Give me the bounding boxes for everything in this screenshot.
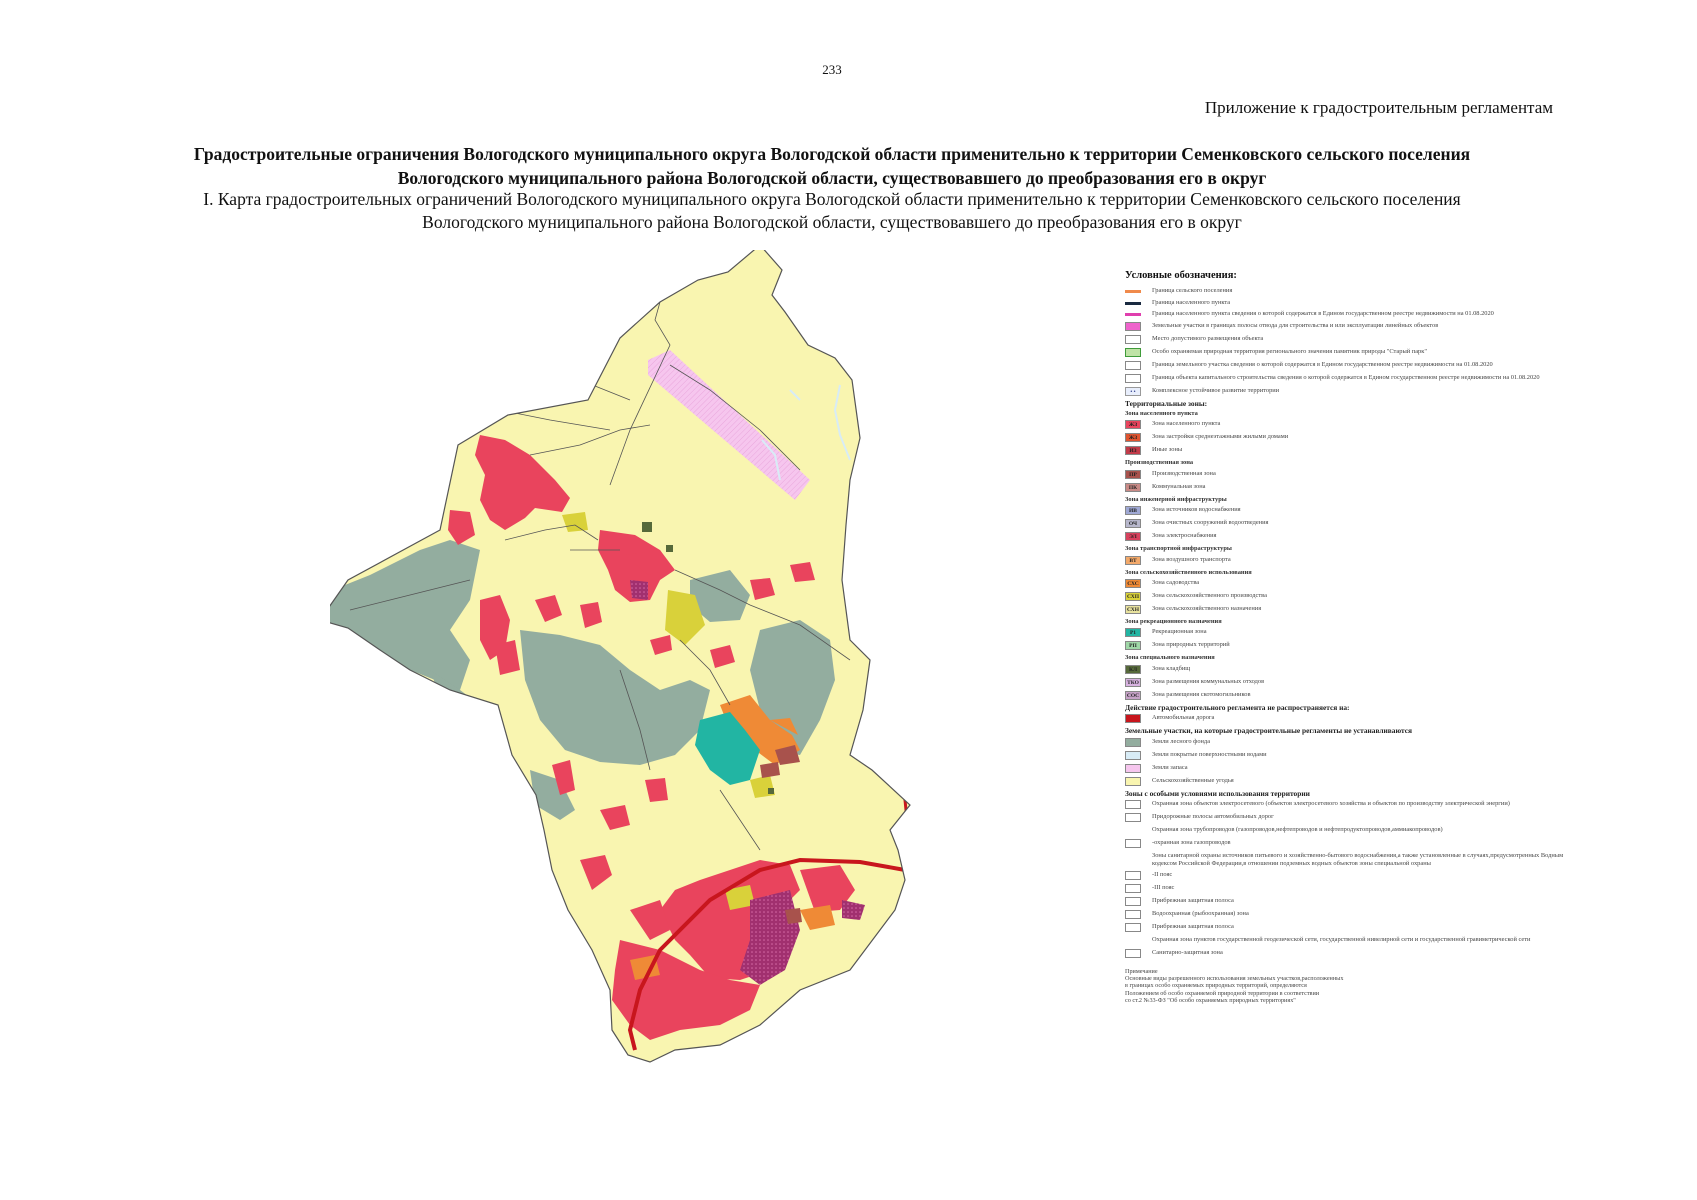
legend-swatch (1125, 302, 1141, 305)
legend-item (1125, 910, 1575, 919)
map-legend (1125, 272, 1575, 1004)
legend-swatch (1125, 800, 1141, 809)
map-subtitle (60, 188, 1604, 234)
legend-swatch (1125, 936, 1141, 945)
legend-swatch (1125, 839, 1141, 848)
legend-item-label: Комплексное устойчивое развитие территории (1152, 386, 1280, 394)
legend-swatch: Р1 (1125, 628, 1141, 637)
legend-item-label: Производственная зона (1152, 469, 1216, 477)
legend-item (1125, 322, 1575, 331)
legend-item (1125, 852, 1575, 867)
legend-item-label: Граница объекта капитального строительства сведения о которой содержатся в Едином государственном реестре недвижимости на 01.08.2020 (1152, 373, 1540, 381)
legend-swatch (1125, 884, 1141, 893)
legend-zones (1125, 410, 1575, 700)
legend-item-label: Зона застройки среднеэтажными жилыми домами (1152, 433, 1289, 441)
legend-item-label: Зона размещения скотомогильников (1152, 690, 1251, 698)
legend-note-line: в границах особо охраняемых природных территорий, определяются (1125, 982, 1307, 990)
legend-swatch (1125, 764, 1141, 773)
legend-swatch (1125, 738, 1141, 747)
legend-note-line: со ст.2 №33-ФЗ "Об особо охраняемых природных территориях" (1125, 996, 1296, 1004)
legend-swatch: ЭЛ (1125, 532, 1141, 541)
legend-item (1125, 579, 1575, 588)
legend-no-regulation-title: Действие градостроительного регламента не распространяется на: (1125, 702, 1350, 712)
legend-swatch (1125, 361, 1141, 370)
legend-item-label: Место допустимого размещения объекта (1152, 334, 1264, 342)
legend-item-label: Зона воздушного транспорта (1152, 555, 1231, 563)
legend-group-title: Производственная зона (1125, 459, 1194, 467)
legend-item (1125, 592, 1575, 601)
legend-item (1125, 483, 1575, 492)
legend-swatch (1125, 374, 1141, 383)
legend-item (1125, 884, 1575, 893)
legend-item-label: Сельскохозяйственные угодья (1152, 776, 1234, 784)
map-title-line-1: Градостроительные ограничения Вологодского муниципального округа Вологодской области применительно к территории Семенковского сельского поселения (193, 144, 1471, 164)
legend-item (1125, 641, 1575, 650)
legend-item-label: Зона очистных сооружений водоотведения (1152, 519, 1269, 527)
legend-swatch (1125, 322, 1141, 331)
legend-item-label: Зона природных территорий (1152, 641, 1230, 649)
legend-item-label: -II пояс (1152, 870, 1173, 878)
legend-swatch (1125, 813, 1141, 822)
map-title-line-2: Вологодского муниципального района Вологодской области, существовавшего до преобразования его в округ (397, 168, 1267, 188)
legend-item (1125, 936, 1575, 945)
legend-item (1125, 310, 1575, 317)
legend-item (1125, 678, 1575, 687)
legend-group-title: Зона сельскохозяйственного использования (1125, 568, 1252, 576)
legend-item-label: Зона кладбищ (1152, 664, 1191, 672)
legend-item-label: Зона электроснабжения (1152, 532, 1217, 540)
legend-item-label: Санитарно-защитная зона (1152, 948, 1223, 956)
legend-item-label: Коммунальная зона (1152, 482, 1206, 490)
legend-general (1125, 287, 1575, 395)
legend-group-title: Зона специального назначения (1125, 654, 1215, 662)
legend-item-label: Зона населенного пункта (1152, 420, 1221, 428)
legend-swatch (1125, 910, 1141, 919)
legend-group-title: Зона инженерной инфраструктуры (1125, 495, 1227, 503)
legend-item (1125, 519, 1575, 528)
legend-swatch: ИЗ (1125, 446, 1141, 455)
legend-item (1125, 751, 1575, 760)
legend-item (1125, 871, 1575, 880)
legend-swatch (1125, 335, 1141, 344)
legend-swatch: ЖЗ (1125, 433, 1141, 442)
legend-item-label: Зона источников водоснабжения (1152, 506, 1241, 514)
map-subtitle-line-1: I. Карта градостроительных ограничений Вологодского муниципального округа Вологодской области применительно к территории Семенковского сельского поселения (203, 189, 1461, 209)
legend-item (1125, 800, 1575, 809)
legend-swatch: ЖЗ (1125, 420, 1141, 429)
legend-item (1125, 433, 1575, 442)
legend-swatch: ВТ (1125, 556, 1141, 565)
legend-item (1125, 348, 1575, 357)
legend-not-set (1125, 738, 1575, 786)
legend-item (1125, 446, 1575, 455)
page-number: 233 (822, 62, 842, 77)
legend-item (1125, 506, 1575, 515)
legend-swatch: РП (1125, 641, 1141, 650)
legend-swatch: СХС (1125, 579, 1141, 588)
legend-item (1125, 361, 1575, 370)
legend-item (1125, 374, 1575, 383)
legend-item (1125, 949, 1575, 958)
legend-group-title: Зона транспортной инфраструктуры (1125, 545, 1232, 553)
legend-item (1125, 335, 1575, 344)
legend-item (1125, 691, 1575, 700)
legend-item (1125, 738, 1575, 747)
legend-swatch: СХП (1126, 594, 1140, 601)
territory-map[interactable] (330, 250, 1020, 1150)
legend-no-regulation (1125, 714, 1575, 723)
legend-note (1125, 968, 1575, 1004)
legend-swatch (1125, 826, 1141, 835)
legend-item (1125, 387, 1575, 396)
legend-group-title: Зона населенного пункта (1125, 410, 1198, 418)
legend-item (1125, 420, 1575, 429)
legend-swatch: ПР (1125, 470, 1141, 479)
legend-item-label: Граница сельского поселения (1152, 287, 1233, 295)
legend-item (1125, 714, 1575, 723)
legend-item-label: Зона садоводства (1152, 579, 1200, 587)
legend-item-label: Зоны санитарной охраны источников питьевого и хозяйственно-бытового водоснабжения,а также установленные в случаях,предусмотренных Водным кодексом Российской Федерации,в отношении подземных водных объектов зоны специальной охраны (1152, 852, 1564, 867)
legend-swatch (1125, 313, 1141, 316)
legend-item-label: Граница населенного пункта (1152, 298, 1231, 306)
legend-item-label: Придорожные полосы автомобильных дорог (1152, 813, 1274, 821)
legend-swatch: • • (1125, 387, 1141, 396)
legend-item-label: Земельные участки в границах полосы отвода для строительства и или эксплуатации линейных объектов (1152, 321, 1439, 329)
legend-item-label: Земли запаса (1152, 763, 1188, 771)
legend-item (1125, 839, 1575, 848)
legend-item-label: Особо охраняемая природная территория регионального значения памятник природы "Старый парк" (1152, 347, 1427, 355)
appendix-label: Приложение к градостроительным регламентам (1204, 98, 1553, 117)
legend-item (1125, 470, 1575, 479)
legend-item-label: Прибрежная защитная полоса (1152, 896, 1234, 904)
legend-special (1125, 800, 1575, 958)
legend-item (1125, 665, 1575, 674)
map-layers (330, 250, 1020, 1150)
legend-item-label: Автомобильная дорога (1152, 714, 1215, 722)
legend-item (1125, 826, 1575, 835)
legend-item (1125, 764, 1575, 773)
legend-item-label: Прибрежная защитная полоса (1152, 922, 1234, 930)
legend-item-label: Рекреационная зона (1152, 628, 1207, 636)
legend-title: Условные обозначения: (1125, 270, 1237, 281)
legend-swatch: КЛ (1125, 665, 1141, 674)
legend-not-set-title: Земельные участки, на которые градостроительные регламенты не устанавливаются (1125, 726, 1413, 736)
legend-zones-title: Территориальные зоны: (1125, 398, 1208, 408)
legend-item-label: Зона сельскохозяйственного производства (1152, 592, 1267, 600)
legend-note-line: Положением об особо охраняемой природной территории в соответствии (1125, 989, 1320, 997)
legend-item (1125, 532, 1575, 541)
legend-swatch: ОЧ (1125, 519, 1141, 528)
legend-item-label: Охранная зона пунктов государственной геодезической сети, государственной нивелирной сети и государственной гравиметрической сети (1152, 935, 1531, 943)
legend-item (1125, 897, 1575, 906)
legend-item-label: Охранная зона трубопроводов (газопроводов,нефтепроводов и нефтепродуктопроводов,аммиакопроводов) (1152, 826, 1443, 834)
legend-item (1125, 287, 1575, 294)
legend-item-label: Зона размещения коммунальных отходов (1152, 677, 1265, 685)
legend-swatch: СОС (1126, 692, 1140, 699)
legend-swatch: СХН (1126, 607, 1140, 614)
legend-item (1125, 813, 1575, 822)
legend-swatch (1125, 777, 1141, 786)
legend-item (1125, 605, 1575, 614)
legend-item-label: Граница населенного пункта сведения о которой содержатся в Едином государственном реестре недвижимости на 01.08.2020 (1152, 310, 1494, 318)
legend-special-title: Зоны с особыми условиями использования территории (1125, 788, 1310, 798)
territory-map-svg (330, 250, 1020, 1150)
legend-swatch (1125, 923, 1141, 932)
map-title (60, 142, 1604, 190)
legend-swatch: ИВ (1125, 506, 1141, 515)
legend-swatch (1125, 751, 1141, 760)
legend-swatch: ПК (1125, 483, 1141, 492)
legend-item-label: Иные зоны (1152, 446, 1183, 454)
legend-item (1125, 777, 1575, 786)
legend-swatch (1125, 714, 1141, 723)
legend-note-line: Основные виды разрешенного использования земельных участков,расположенных (1125, 975, 1344, 983)
legend-item-label: Земли лесного фонда (1152, 737, 1211, 745)
map-subtitle-line-2: Вологодского муниципального района Вологодской области, существовавшего до преобразования его в округ (422, 212, 1242, 232)
legend-item-label: Граница земельного участка сведения о которой содержатся в Едином государственном реестре недвижимости на 01.08.2020 (1152, 360, 1493, 368)
legend-item (1125, 299, 1575, 306)
legend-item-label: Водоохранная (рыбоохранная) зона (1152, 909, 1249, 917)
legend-swatch (1125, 290, 1141, 293)
legend-swatch (1125, 348, 1141, 357)
legend-swatch (1125, 949, 1141, 958)
legend-item-label: Охранная зона объектов электросетевого (объектов электросетевого хозяйства и объектов по производству электрической энергии) (1152, 800, 1510, 808)
legend-group-title: Зона рекреационного назначения (1125, 618, 1222, 626)
legend-swatch: ТКО (1125, 678, 1141, 687)
legend-item-label: Зона сельскохозяйственного назначения (1152, 605, 1262, 613)
legend-item-label: -охранная зона газопроводов (1152, 839, 1231, 847)
legend-swatch (1125, 871, 1141, 880)
legend-item (1125, 556, 1575, 565)
legend-swatch (1125, 897, 1141, 906)
legend-item (1125, 628, 1575, 637)
legend-item-label: Земли покрытые поверхностными водами (1152, 750, 1267, 758)
legend-item (1125, 923, 1575, 932)
legend-swatch (1125, 852, 1141, 861)
legend-item-label: -III пояс (1152, 883, 1175, 891)
legend-note-line: Примечание (1125, 967, 1158, 975)
